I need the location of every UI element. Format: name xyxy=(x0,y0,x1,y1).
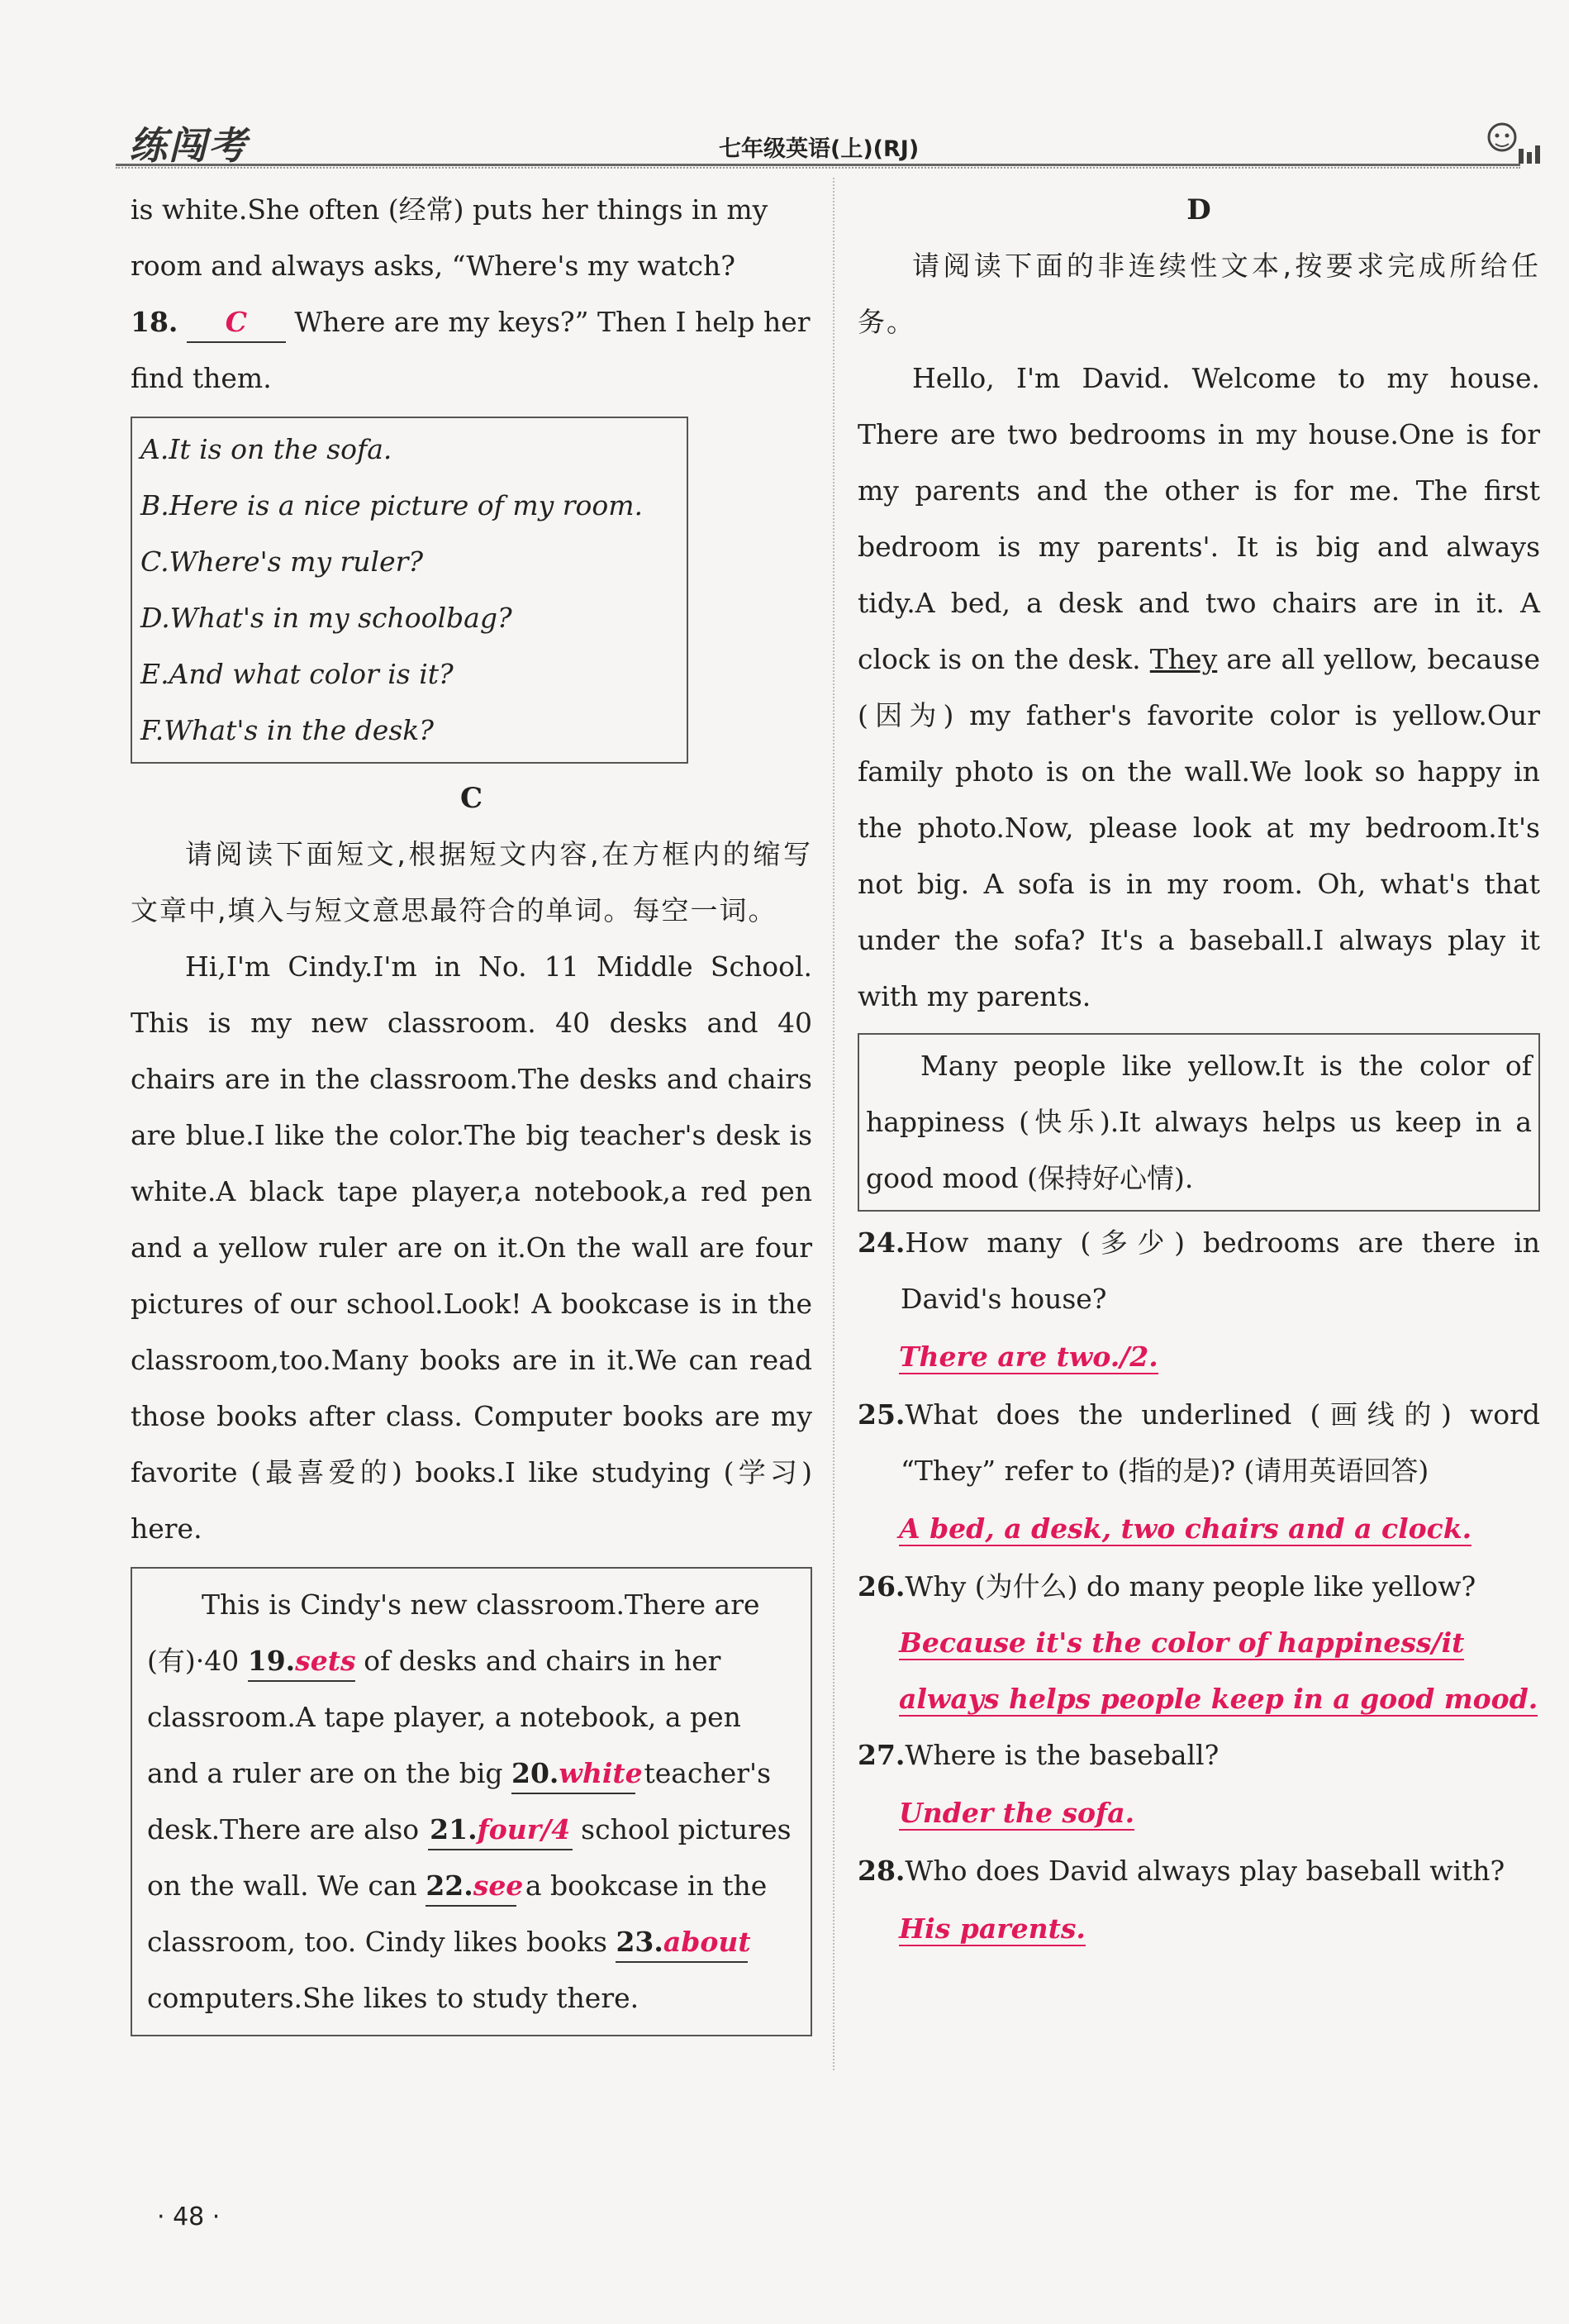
summary-line xyxy=(147,1745,796,1802)
answer-18: C xyxy=(225,306,248,338)
option-a: A.It is on the sofa. xyxy=(140,433,392,465)
mascot-icon xyxy=(1471,116,1545,165)
question-28 xyxy=(858,1843,1540,1959)
summary-text: (有)·40 xyxy=(147,1645,240,1677)
question-text xyxy=(858,1215,1540,1327)
question-number: 21. xyxy=(430,1813,478,1845)
question-body: How many (多少) bedrooms are there in David's house? xyxy=(901,1226,1540,1315)
question-number: 28. xyxy=(858,1855,906,1887)
summary-box xyxy=(131,1567,812,2036)
answer-26-line xyxy=(858,1615,1540,1727)
summary-text: and a ruler are on the big xyxy=(147,1757,503,1789)
question-text xyxy=(858,1843,1540,1899)
answer-blank-22 xyxy=(426,1867,524,1907)
answer-20: white xyxy=(559,1757,643,1789)
answer-blank-23 xyxy=(616,1923,751,1963)
answer-27-line xyxy=(858,1783,1540,1843)
question-number: 27. xyxy=(858,1739,906,1771)
question-number: 22. xyxy=(426,1869,473,1902)
answer-25: A bed, a desk, two chairs and a clock. xyxy=(899,1512,1472,1545)
question-18-cont: find them. xyxy=(131,362,272,394)
options-box xyxy=(131,417,688,764)
summary-line xyxy=(147,1914,796,1970)
answer-19: sets xyxy=(295,1645,356,1677)
summary-text: a bookcase in the xyxy=(525,1869,768,1902)
answer-25-line xyxy=(858,1499,1540,1559)
answer-23: about xyxy=(663,1926,751,1958)
answer-blank-21 xyxy=(428,1811,573,1850)
question-number: 20. xyxy=(511,1757,559,1789)
answer-28-line xyxy=(858,1899,1540,1959)
right-column xyxy=(858,182,1540,1959)
summary-text: classroom, too. Cindy likes books xyxy=(147,1926,607,1958)
summary-line: classroom.A tape player, a notebook, a pen xyxy=(147,1701,741,1733)
question-24 xyxy=(858,1215,1540,1387)
section-d-passage xyxy=(858,350,1540,1025)
answer-24-line xyxy=(858,1327,1540,1387)
answer-blank-19 xyxy=(248,1642,355,1682)
answer-22: see xyxy=(473,1869,524,1902)
header-rule xyxy=(116,164,1520,169)
section-d-instruction: 请阅读下面的非连续性文本,按要求完成所给任务。 xyxy=(858,250,1540,338)
info-box-text: Many people like yellow.It is the color of happiness (快乐).It always helps us keep in a good mood (保持好心情). xyxy=(866,1050,1532,1194)
answer-blank-18 xyxy=(187,303,286,343)
passage-part: are all yellow, because (因为) my father's favorite color is yellow.Our family photo is on the wall.We look so happy in the photo.Now, please look at my bedroom.It's not big. A sofa is in my room. Oh, what's that under the sofa? It's a baseball.I always play it with my parents. xyxy=(858,643,1541,1012)
passage-part: Hello, I'm David. Welcome to my house. There are two bedrooms in my house.One is for my parents and the other is for me. The first bedroom is my parents'. It is big and always tidy.A bed, a desk and two chairs are in it. A clock is on the desk. xyxy=(858,362,1540,675)
answer-28: His parents. xyxy=(899,1912,1086,1945)
intro-line: is white.She often (经常) puts her things in my xyxy=(131,193,768,226)
section-c-passage: Hi,I'm Cindy.I'm in No. 11 Middle School. This is my new classroom. 40 desks and 40 chairs are in the classroom.The desks and chairs are blue.I like the color.The big teacher's desk is white.A black tape player,a notebook,a red pen and a yellow ruler are on it.On the wall are four pictures of our school.Look! A bookcase is in the classroom,too.Many books are in it.We can read those books after class. Computer books are my favorite (最喜爱的) books.I like studying (学习) here. xyxy=(131,950,812,1545)
page-number: · 48 · xyxy=(157,2203,221,2231)
intro-line: room and always asks, “Where's my watch? xyxy=(131,250,735,282)
info-box xyxy=(858,1033,1540,1212)
answer-blank-20 xyxy=(511,1755,643,1794)
summary-text: desk.There are also xyxy=(147,1813,420,1845)
summary-line: This is Cindy's new classroom.There are xyxy=(202,1588,760,1621)
summary-text: on the wall. We can xyxy=(147,1869,417,1902)
question-18-text: Where are my keys?” Then I help her xyxy=(294,306,811,338)
section-c-title: C xyxy=(459,782,483,815)
summary-line xyxy=(147,1633,796,1689)
summary-text: teacher's xyxy=(644,1757,772,1789)
answer-21: four/4 xyxy=(477,1813,571,1845)
option-d: D.What's in my schoolbag? xyxy=(140,602,512,634)
answer-26: Because it's the color of happiness/it always helps people keep in a good mood. xyxy=(899,1626,1538,1715)
question-text xyxy=(858,1559,1540,1615)
question-body: Where is the baseball? xyxy=(905,1739,1220,1771)
question-number: 26. xyxy=(858,1570,906,1603)
underlined-word: They xyxy=(1149,643,1218,675)
question-27 xyxy=(858,1727,1540,1843)
summary-line xyxy=(147,1802,796,1858)
option-b: B.Here is a nice picture of my room. xyxy=(140,489,644,521)
question-25 xyxy=(858,1387,1540,1559)
left-column xyxy=(131,182,812,2036)
brand-logo: 练闯考 xyxy=(129,123,248,168)
answer-27: Under the sofa. xyxy=(899,1797,1135,1829)
section-d-title: D xyxy=(1186,193,1211,226)
answer-24: There are two./2. xyxy=(899,1341,1158,1373)
section-c-instruction: 请阅读下面短文,根据短文内容,在方框内的缩写文章中,填入与短文意思最符合的单词。每空一词。 xyxy=(131,838,812,926)
question-text xyxy=(858,1387,1540,1499)
book-title: 七年级英语(上)(RJ) xyxy=(719,136,920,162)
column-divider xyxy=(833,178,834,2070)
question-26 xyxy=(858,1559,1540,1727)
summary-text: school pictures xyxy=(581,1813,792,1845)
page-header xyxy=(116,116,1545,168)
question-18 xyxy=(131,294,812,350)
question-number: 18. xyxy=(131,306,178,338)
question-body: Who does David always play baseball with? xyxy=(905,1855,1505,1887)
option-e: E.And what color is it? xyxy=(140,658,454,690)
question-body: What does the underlined (画线的) word “They” refer to (指的是)? (请用英语回答) xyxy=(901,1398,1540,1487)
summary-line: computers.She likes to study there. xyxy=(147,1982,639,2014)
question-number: 19. xyxy=(247,1645,296,1677)
question-number: 25. xyxy=(858,1398,906,1431)
question-number: 23. xyxy=(616,1926,663,1958)
option-c: C.Where's my ruler? xyxy=(140,545,424,578)
question-text xyxy=(858,1727,1540,1783)
option-f: F.What's in the desk? xyxy=(140,714,434,746)
question-body: Why (为什么) do many people like yellow? xyxy=(905,1570,1476,1603)
summary-line xyxy=(147,1858,796,1914)
question-number: 24. xyxy=(858,1226,906,1259)
summary-text: of desks and chairs in her xyxy=(364,1645,721,1677)
